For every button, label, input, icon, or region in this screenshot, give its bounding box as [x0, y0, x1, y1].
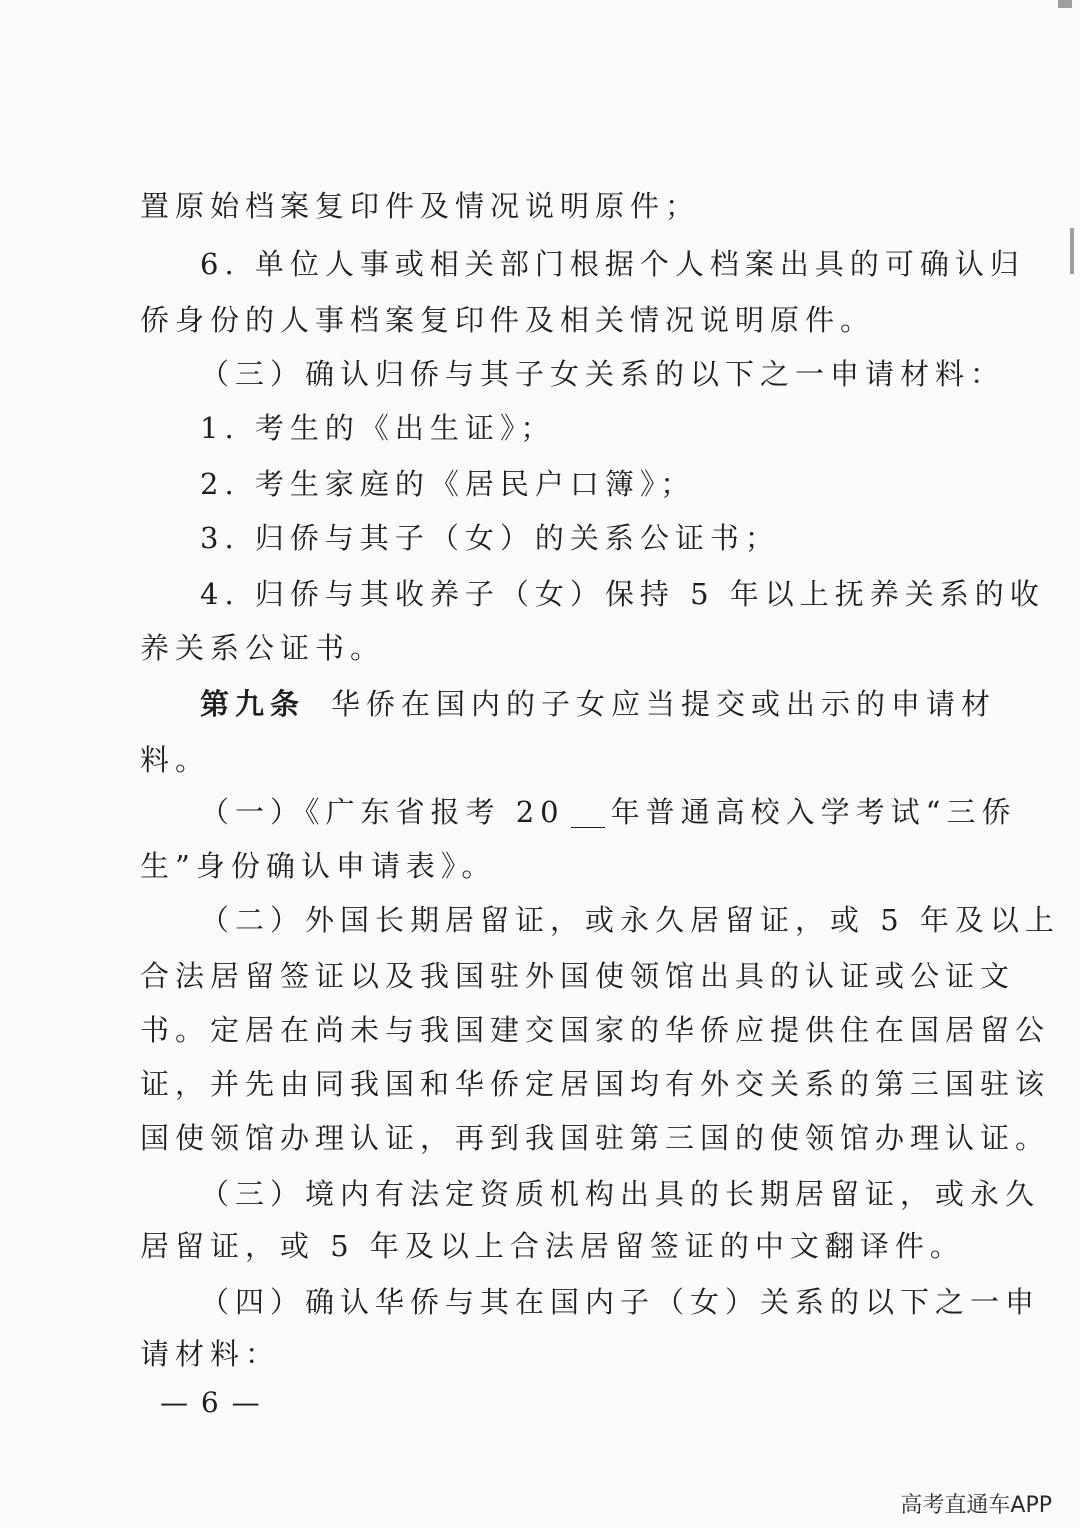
- text-line-17: 证，并先由同我国和华侨定居国均有外交关系的第三国驻该: [140, 1067, 1051, 1101]
- text-line-15: 合法居留签证以及我国驻外国使领馆出具的认证或公证文: [140, 959, 1016, 993]
- text-line-8: 4. 归侨与其收养子（女）保持 5 年以上抚养关系的收: [200, 577, 1045, 611]
- text-line-4: （三）确认归侨与其子女关系的以下之一申请材料：: [200, 357, 1006, 391]
- text-line-19: （三）境内有法定资质机构出具的长期居留证，或永久: [200, 1177, 1041, 1211]
- form-title-part-2: 年普通高校入学考试“三侨: [610, 795, 1017, 829]
- scan-speck: [1058, 0, 1072, 8]
- article-9-text: 华侨在国内的子女应当提交或出示的申请材: [331, 687, 997, 721]
- page-number: — 6 —: [160, 1386, 262, 1419]
- text-line-14: （二）外国长期居留证，或永久居留证，或 5 年及以上: [200, 903, 1060, 937]
- text-line-1: 置原始档案复印件及情况说明原件；: [140, 189, 701, 223]
- watermark: 高考直通车APP: [900, 1493, 1052, 1518]
- text-line-5: 1. 考生的《出生证》；: [200, 411, 556, 445]
- text-line-13: 生”身份确认申请表》。: [140, 849, 497, 883]
- text-line-2: 6. 单位人事或相关部门根据个人档案出具的可确认归: [200, 247, 1025, 281]
- text-line-9: 养关系公证书。: [140, 631, 386, 665]
- form-title-line: [200, 792, 1016, 832]
- text-line-16: 书。定居在尚未与我国建交国家的华侨应提供住在国居留公: [140, 1013, 1051, 1047]
- scan-edge-mark: [1070, 228, 1074, 274]
- year-blank: [571, 801, 605, 828]
- text-line-20: 居留证，或 5 年及以上合法居留签证的中文翻译件。: [140, 1229, 965, 1263]
- text-line-6: 2. 考生家庭的《居民户口簿》；: [200, 467, 696, 501]
- article-heading: 第九条: [200, 687, 306, 721]
- text-line-18: 国使领馆办理认证，再到我国驻第三国的使领馆办理认证。: [140, 1121, 1051, 1155]
- text-line-11: 料。: [140, 743, 211, 777]
- text-line-7: 3. 归侨与其子（女）的关系公证书；: [200, 521, 780, 555]
- text-line-21: （四）确认华侨与其在国内子（女）关系的以下之一申: [200, 1285, 1041, 1319]
- article-9-line: [200, 684, 996, 724]
- text-line-3: 侨身份的人事档案复印件及相关情况说明原件。: [140, 303, 876, 337]
- form-title-part-1: （一）《广东省报考 20: [200, 795, 565, 829]
- text-line-22: 请材料：: [140, 1337, 281, 1371]
